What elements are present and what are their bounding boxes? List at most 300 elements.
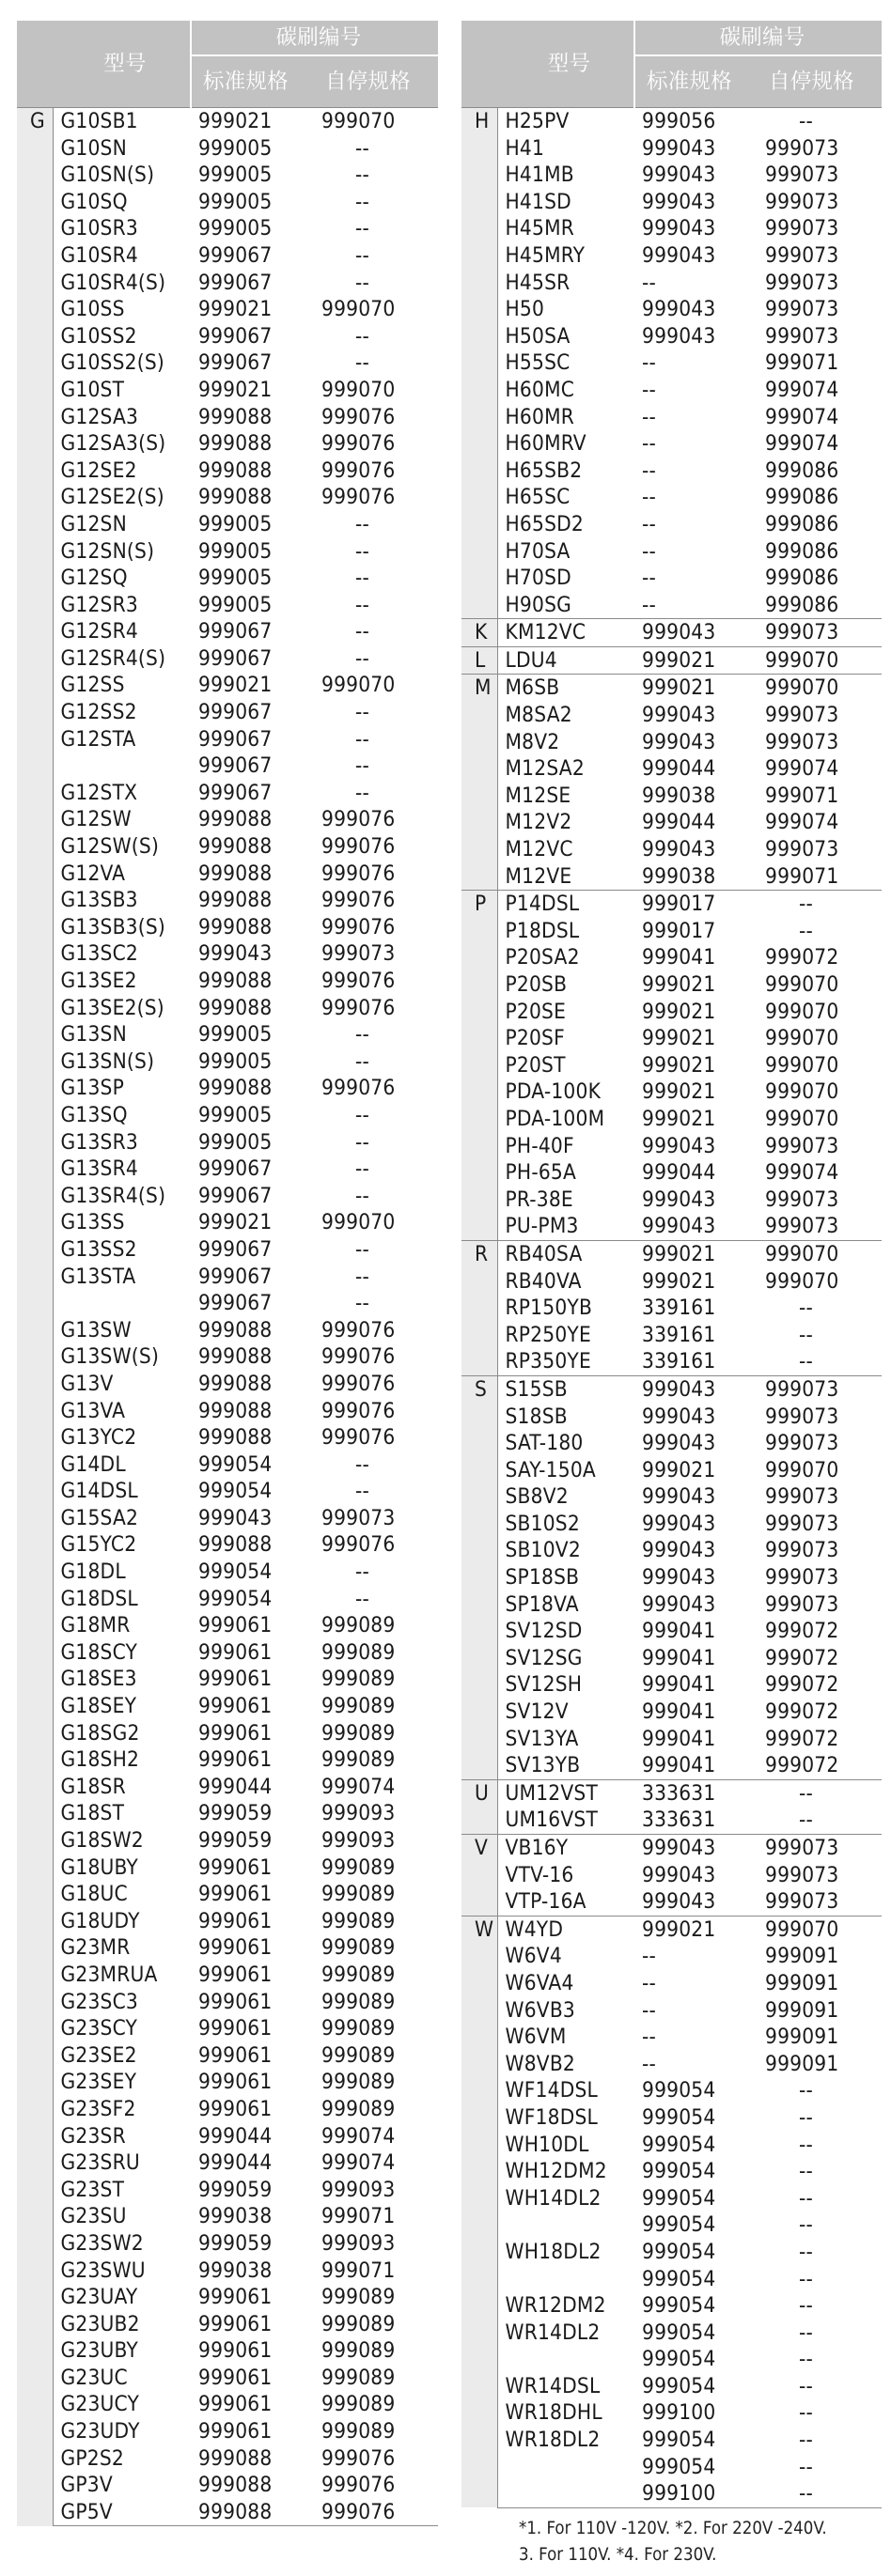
standard-spec-cell: 999038 (642, 863, 716, 889)
self-stop-spec-cell: 999073 (765, 189, 839, 214)
self-stop-spec-cell: 999076 (321, 888, 396, 913)
table-row (461, 1671, 882, 1699)
self-stop-spec-cell: 999071 (765, 863, 839, 889)
self-stop-spec-cell: -- (355, 323, 370, 349)
table-row (461, 2077, 882, 2104)
table-row (17, 2258, 438, 2285)
self-stop-spec-cell: 999071 (321, 2258, 396, 2283)
model-cell: SB10S2 (497, 1511, 634, 1538)
standard-spec-cell: -- (642, 404, 657, 429)
standard-spec-cell: 999043 (642, 1591, 716, 1617)
model-cell: G23MRUA (53, 1962, 191, 1989)
self-stop-spec-cell: -- (758, 2480, 882, 2507)
model-cell: GP2S2 (53, 2445, 191, 2473)
standard-spec-header: 标准规格 (634, 55, 758, 108)
standard-spec-cell: 999088 (191, 2499, 314, 2526)
table-row (461, 2346, 882, 2373)
standard-spec-cell: 999043 (642, 297, 716, 322)
standard-spec-cell: 999067 (198, 1291, 273, 1316)
model-cell: G10SS (53, 296, 191, 323)
standard-spec-cell: 999021 (198, 1210, 273, 1235)
standard-spec-cell: 333631 (634, 1779, 758, 1807)
standard-spec-cell: 999061 (198, 1694, 273, 1719)
standard-spec-cell: 999054 (642, 2428, 716, 2453)
table-row (461, 2239, 882, 2266)
table-row (17, 861, 438, 888)
table-row (17, 1183, 438, 1210)
self-stop-spec-cell: 999073 (765, 1565, 839, 1591)
self-stop-spec-cell: -- (355, 1048, 370, 1074)
table-row (17, 1343, 438, 1371)
standard-spec-cell: 999044 (642, 810, 716, 835)
self-stop-spec-cell: 999072 (765, 1645, 839, 1670)
model-cell: G13SS2 (53, 1236, 191, 1264)
table-row (461, 1322, 882, 1349)
standard-spec-cell: 999021 (642, 1079, 716, 1105)
model-cell: H41 (497, 135, 634, 163)
model-cell: G10ST (53, 377, 191, 404)
table-row (461, 2427, 882, 2454)
standard-spec-cell: 999041 (642, 945, 716, 970)
self-stop-spec-cell: 999089 (321, 2419, 396, 2444)
model-cell: G18DL (53, 1559, 191, 1586)
standard-spec-cell: 999054 (642, 2078, 716, 2103)
self-stop-spec-cell: 999071 (765, 783, 839, 808)
self-stop-spec-cell: 999076 (321, 1317, 396, 1342)
table-row (17, 2149, 438, 2177)
model-cell: G12SQ (53, 565, 191, 592)
model-cell: G18SH2 (53, 1746, 191, 1774)
table-row (461, 1511, 882, 1538)
table-row (17, 2123, 438, 2150)
table-row (461, 1699, 882, 1726)
model-cell: G23UCY (53, 2391, 191, 2418)
self-stop-spec-cell: 999076 (321, 1532, 396, 1558)
standard-spec-cell: 999054 (198, 1560, 273, 1585)
standard-spec-cell: 999059 (198, 2177, 273, 2202)
self-stop-spec-cell: 999070 (321, 1210, 396, 1235)
table-row (461, 1645, 882, 1672)
brush-number-header: 碳刷编号 (634, 21, 882, 55)
self-stop-spec-cell: 999076 (321, 2473, 396, 2498)
table-row (461, 1187, 882, 1214)
model-cell: H41MB (497, 162, 634, 189)
table-row (461, 619, 882, 647)
table-row (17, 538, 438, 566)
model-cell: KM12VC (497, 619, 634, 647)
standard-spec-cell: 999005 (198, 1048, 273, 1074)
table-row (461, 675, 882, 702)
standard-spec-cell: 999088 (198, 1076, 273, 1101)
standard-spec-cell: 999043 (634, 1375, 758, 1403)
self-stop-spec-cell: -- (799, 2373, 814, 2398)
self-stop-spec-cell: 999074 (321, 2150, 396, 2176)
model-cell: H41SD (497, 189, 634, 216)
standard-spec-cell: 333631 (642, 1808, 716, 1833)
standard-spec-cell: 999054 (642, 2293, 716, 2319)
model-cell: G13SE2(S) (53, 995, 191, 1022)
self-stop-spec-cell: -- (355, 216, 370, 241)
self-stop-spec-cell: 999089 (321, 1747, 396, 1773)
table-row (17, 699, 438, 726)
standard-spec-cell: 999021 (191, 108, 314, 135)
standard-spec-cell: 999021 (642, 1268, 716, 1294)
footnote-line-2: 3. For 110V. *4. For 230V. (519, 2545, 717, 2565)
table-row (461, 702, 882, 729)
table-row (17, 1209, 438, 1236)
model-cell: GP5V (53, 2499, 191, 2526)
model-cell: G18UBY (53, 1854, 191, 1882)
self-stop-spec-cell: 999076 (321, 861, 396, 886)
model-cell (53, 753, 191, 780)
standard-spec-cell: 999100 (634, 2480, 758, 2507)
self-stop-spec-cell: -- (355, 538, 370, 564)
standard-spec-cell: 999038 (198, 2204, 273, 2229)
table-row (17, 1881, 438, 1908)
self-stop-spec-cell: -- (355, 1291, 370, 1316)
standard-spec-cell: 999038 (642, 783, 716, 808)
model-cell: UM16VST (497, 1807, 634, 1834)
model-cell: G14DL (53, 1451, 191, 1479)
self-stop-spec-cell: 999070 (321, 673, 396, 698)
model-cell: VB16Y (497, 1835, 634, 1862)
model-cell: P14DSL (497, 891, 634, 918)
self-stop-spec-cell: 999072 (765, 1699, 839, 1725)
standard-spec-cell: 999061 (198, 2042, 273, 2068)
standard-spec-cell: 999088 (198, 1398, 273, 1423)
model-cell: G23SCY (53, 2015, 191, 2042)
model-cell: G13SR4 (53, 1156, 191, 1183)
standard-spec-cell: 999067 (198, 270, 273, 295)
table-row (17, 1424, 438, 1451)
model-cell: H60MR (497, 404, 634, 431)
self-stop-spec-cell: -- (355, 1156, 370, 1182)
model-cell: VTP-16A (497, 1888, 634, 1916)
self-stop-spec-cell: -- (799, 2293, 814, 2319)
self-stop-spec-cell: -- (799, 2239, 814, 2264)
table-row (461, 2266, 882, 2293)
table-row (17, 2418, 438, 2445)
model-cell: WR18DHL (497, 2399, 634, 2427)
self-stop-spec-cell: 999076 (321, 1371, 396, 1396)
self-stop-spec-cell: 999086 (765, 511, 839, 536)
model-cell: H65SB2 (497, 458, 634, 485)
table-row (17, 914, 438, 941)
table-row (17, 215, 438, 242)
standard-spec-cell: 999088 (198, 431, 273, 457)
self-stop-spec-cell: 999089 (321, 2392, 396, 2417)
table-row (17, 1264, 438, 1291)
model-cell: G18SW2 (53, 1827, 191, 1854)
self-stop-spec-cell: 999070 (765, 1268, 839, 1294)
model-cell: SV13YA (497, 1726, 634, 1753)
table-row (17, 430, 438, 458)
table-row (461, 1618, 882, 1645)
model-cell: WH18DL2 (497, 2239, 634, 2266)
standard-spec-cell: 999043 (198, 1505, 273, 1530)
standard-spec-cell: 999043 (642, 189, 716, 214)
standard-spec-cell: 999088 (198, 1371, 273, 1396)
self-stop-spec-cell: -- (355, 1479, 370, 1504)
standard-spec-cell: -- (642, 431, 657, 457)
self-stop-spec-cell: 999086 (765, 458, 839, 483)
self-stop-spec-cell: 999070 (758, 675, 882, 702)
model-cell: G13SE2 (53, 968, 191, 995)
model-cell: G12SW (53, 806, 191, 833)
standard-spec-cell: 999041 (642, 1699, 716, 1725)
model-cell: G23ST (53, 2177, 191, 2204)
standard-spec-cell: 999043 (642, 1404, 716, 1429)
model-cell: G12SS (53, 672, 191, 699)
self-stop-spec-cell: -- (355, 753, 370, 779)
table-row (17, 404, 438, 431)
self-stop-spec-cell: 999074 (765, 810, 839, 835)
model-cell (497, 2346, 634, 2373)
table-row (17, 511, 438, 538)
self-stop-spec-cell: -- (799, 2132, 814, 2157)
group-letter: R (461, 1240, 497, 1375)
self-stop-spec-cell: 999089 (321, 2338, 396, 2364)
standard-spec-cell: 999043 (642, 1511, 716, 1536)
standard-spec-cell: 999005 (198, 135, 273, 161)
standard-spec-cell: 999061 (198, 1667, 273, 1692)
table-row (461, 1106, 882, 1133)
standard-spec-cell: 999038 (198, 2258, 273, 2283)
model-cell: G23SEY (53, 2069, 191, 2096)
standard-spec-cell: 999067 (198, 323, 273, 349)
standard-spec-cell: 999067 (198, 753, 273, 779)
model-cell: G18UC (53, 1881, 191, 1908)
standard-spec-cell: 999043 (642, 1889, 716, 1915)
model-cell: G18SG2 (53, 1720, 191, 1747)
standard-spec-cell: 999043 (642, 729, 716, 754)
model-cell: H70SD (497, 565, 634, 592)
table-row (17, 2311, 438, 2338)
self-stop-spec-cell: -- (355, 566, 370, 591)
self-stop-spec-cell: 999074 (321, 1774, 396, 1799)
self-stop-spec-cell: -- (355, 780, 370, 805)
self-stop-spec-cell: -- (355, 1022, 370, 1047)
self-stop-spec-cell: -- (799, 1349, 814, 1374)
standard-spec-cell: -- (642, 2051, 657, 2076)
standard-spec-cell: 999054 (642, 2104, 716, 2130)
table-row (461, 2399, 882, 2427)
self-stop-spec-cell: 999076 (321, 995, 396, 1020)
self-stop-spec-cell: -- (799, 1296, 814, 1321)
model-cell: H65SD2 (497, 511, 634, 538)
standard-spec-cell: -- (642, 377, 657, 402)
self-stop-spec-cell: 999073 (765, 163, 839, 188)
model-cell: WR18DL2 (497, 2427, 634, 2454)
standard-spec-cell: 999054 (198, 1479, 273, 1504)
standard-spec-cell: 999088 (198, 834, 273, 860)
standard-spec-cell: 999043 (642, 1538, 716, 1563)
table-row (461, 2158, 882, 2185)
self-stop-spec-cell: -- (355, 1586, 370, 1611)
standard-spec-cell: 999088 (198, 861, 273, 886)
standard-spec-cell: 999067 (198, 1236, 273, 1262)
model-cell: P18DSL (497, 918, 634, 945)
model-cell: PDA-100K (497, 1079, 634, 1106)
self-stop-spec-cell: 999076 (321, 485, 396, 510)
model-cell: G12SN(S) (53, 538, 191, 566)
standard-spec-cell: 999005 (198, 163, 273, 188)
self-stop-spec-cell: 999093 (321, 2230, 396, 2256)
standard-spec-cell: 999043 (198, 941, 273, 967)
self-stop-spec-cell: 999071 (765, 350, 839, 376)
model-cell: H45MR (497, 215, 634, 242)
table-row (17, 1934, 438, 1962)
model-cell: WR12DM2 (497, 2292, 634, 2320)
standard-spec-cell: -- (642, 1997, 657, 2023)
standard-spec-cell: 999044 (642, 756, 716, 782)
standard-spec-cell: 999054 (198, 1451, 273, 1477)
self-stop-spec-cell: 999070 (765, 972, 839, 997)
standard-spec-cell: 999061 (198, 1962, 273, 1987)
model-cell: H25PV (497, 108, 634, 135)
right-table-body (461, 108, 882, 2508)
model-cell: G12SR4 (53, 618, 191, 645)
standard-spec-cell: 999043 (642, 1133, 716, 1158)
model-cell: H45MRY (497, 242, 634, 270)
self-stop-spec-cell: -- (355, 592, 370, 617)
standard-spec-cell: -- (642, 511, 657, 536)
model-cell: G18MR (53, 1612, 191, 1639)
standard-spec-cell: 999061 (198, 2285, 273, 2310)
table-row (17, 377, 438, 404)
table-row (461, 458, 882, 485)
table-row (17, 2042, 438, 2070)
table-row (17, 806, 438, 833)
standard-spec-cell: 999021 (634, 646, 758, 675)
standard-spec-cell: 999061 (198, 1639, 273, 1665)
self-stop-spec-cell: -- (355, 726, 370, 752)
standard-spec-cell: 999021 (198, 377, 273, 402)
standard-spec-cell: 999021 (642, 1106, 716, 1131)
model-cell: G13SP (53, 1075, 191, 1102)
table-row (461, 1404, 882, 1431)
standard-spec-cell: -- (642, 1944, 657, 1969)
table-row (17, 1666, 438, 1693)
self-stop-spec-cell: 999073 (765, 1591, 839, 1617)
self-stop-spec-cell: 999072 (765, 1726, 839, 1751)
self-stop-spec-cell: 999086 (765, 592, 839, 617)
table-row (461, 1052, 882, 1079)
letter-header (461, 21, 497, 108)
model-cell: G12VA (53, 861, 191, 888)
table-row (461, 2051, 882, 2078)
table-row (17, 887, 438, 914)
self-stop-spec-cell: 999089 (321, 1908, 396, 1933)
self-stop-spec-cell: 999073 (765, 703, 839, 728)
table-row (461, 1430, 882, 1457)
self-stop-spec-cell: -- (355, 242, 370, 268)
standard-spec-cell: 999041 (642, 1753, 716, 1778)
self-stop-spec-cell: -- (355, 1129, 370, 1155)
self-stop-spec-cell: 999073 (765, 135, 839, 161)
self-stop-spec-cell: -- (799, 2266, 814, 2291)
model-cell (497, 2454, 634, 2481)
model-cell: LDU4 (497, 646, 634, 675)
standard-spec-cell: 999021 (198, 297, 273, 322)
table-row (461, 1591, 882, 1619)
model-cell (497, 2266, 634, 2293)
table-row (461, 323, 882, 350)
standard-spec-cell: 999054 (642, 2266, 716, 2291)
model-cell: P20SB (497, 971, 634, 999)
table-row (461, 1375, 882, 1403)
group-letter: V (461, 1835, 497, 1916)
standard-spec-cell: 999061 (198, 1935, 273, 1961)
standard-spec-cell: 999088 (198, 1344, 273, 1370)
model-cell: G13SN(S) (53, 1048, 191, 1076)
self-stop-spec-cell: 999073 (765, 1862, 839, 1887)
table-row (17, 2472, 438, 2499)
table-row (17, 726, 438, 753)
table-row (17, 242, 438, 270)
table-row (461, 2185, 882, 2212)
model-cell: G10SR4(S) (53, 270, 191, 297)
model-cell: H55SC (497, 349, 634, 377)
table-row (17, 1774, 438, 1801)
model-cell: G23UDY (53, 2418, 191, 2445)
table-row (461, 404, 882, 431)
model-cell: G23MR (53, 1934, 191, 1962)
standard-spec-cell: 999061 (198, 2070, 273, 2095)
table-row (461, 511, 882, 538)
model-cell: G23SE2 (53, 2042, 191, 2070)
standard-spec-cell: 999005 (198, 216, 273, 241)
self-stop-spec-cell: 999076 (321, 807, 396, 832)
table-row (17, 1612, 438, 1639)
table-row (461, 755, 882, 783)
self-stop-spec-cell: 999073 (321, 941, 396, 967)
standard-spec-cell: 999005 (198, 189, 273, 214)
self-stop-spec-cell: -- (758, 1779, 882, 1807)
standard-spec-cell: 999043 (634, 619, 758, 647)
table-row (17, 1236, 438, 1264)
model-cell: SV12SG (497, 1645, 634, 1672)
model-cell: G15YC2 (53, 1531, 191, 1559)
table-row (461, 2211, 882, 2239)
table-row (17, 1451, 438, 1479)
self-stop-spec-cell: 999089 (321, 2311, 396, 2336)
standard-spec-cell: 999088 (198, 1425, 273, 1451)
model-cell: H50 (497, 296, 634, 323)
table-row (461, 2292, 882, 2320)
model-header: 型号 (53, 21, 191, 108)
standard-spec-cell: 999061 (198, 2392, 273, 2417)
standard-spec-cell: 999021 (642, 1457, 716, 1482)
model-cell: SP18VA (497, 1591, 634, 1619)
table-row (461, 1752, 882, 1779)
standard-spec-cell: 999043 (642, 323, 716, 349)
self-stop-spec-cell: 999073 (321, 1505, 396, 1530)
self-stop-spec-cell: 999076 (321, 1398, 396, 1423)
self-stop-spec-cell: 999086 (765, 566, 839, 591)
self-stop-spec-cell: 999089 (321, 1882, 396, 1907)
standard-spec-cell: 999005 (198, 592, 273, 617)
self-stop-spec-cell: -- (355, 163, 370, 188)
model-cell: G12STA (53, 726, 191, 753)
self-stop-spec-cell: 999070 (765, 1079, 839, 1105)
model-cell: S18SB (497, 1404, 634, 1431)
table-row (461, 1213, 882, 1240)
left-table-body (17, 108, 438, 2526)
standard-spec-cell: 999054 (198, 1586, 273, 1611)
table-row (461, 1970, 882, 1997)
table-row (17, 296, 438, 323)
